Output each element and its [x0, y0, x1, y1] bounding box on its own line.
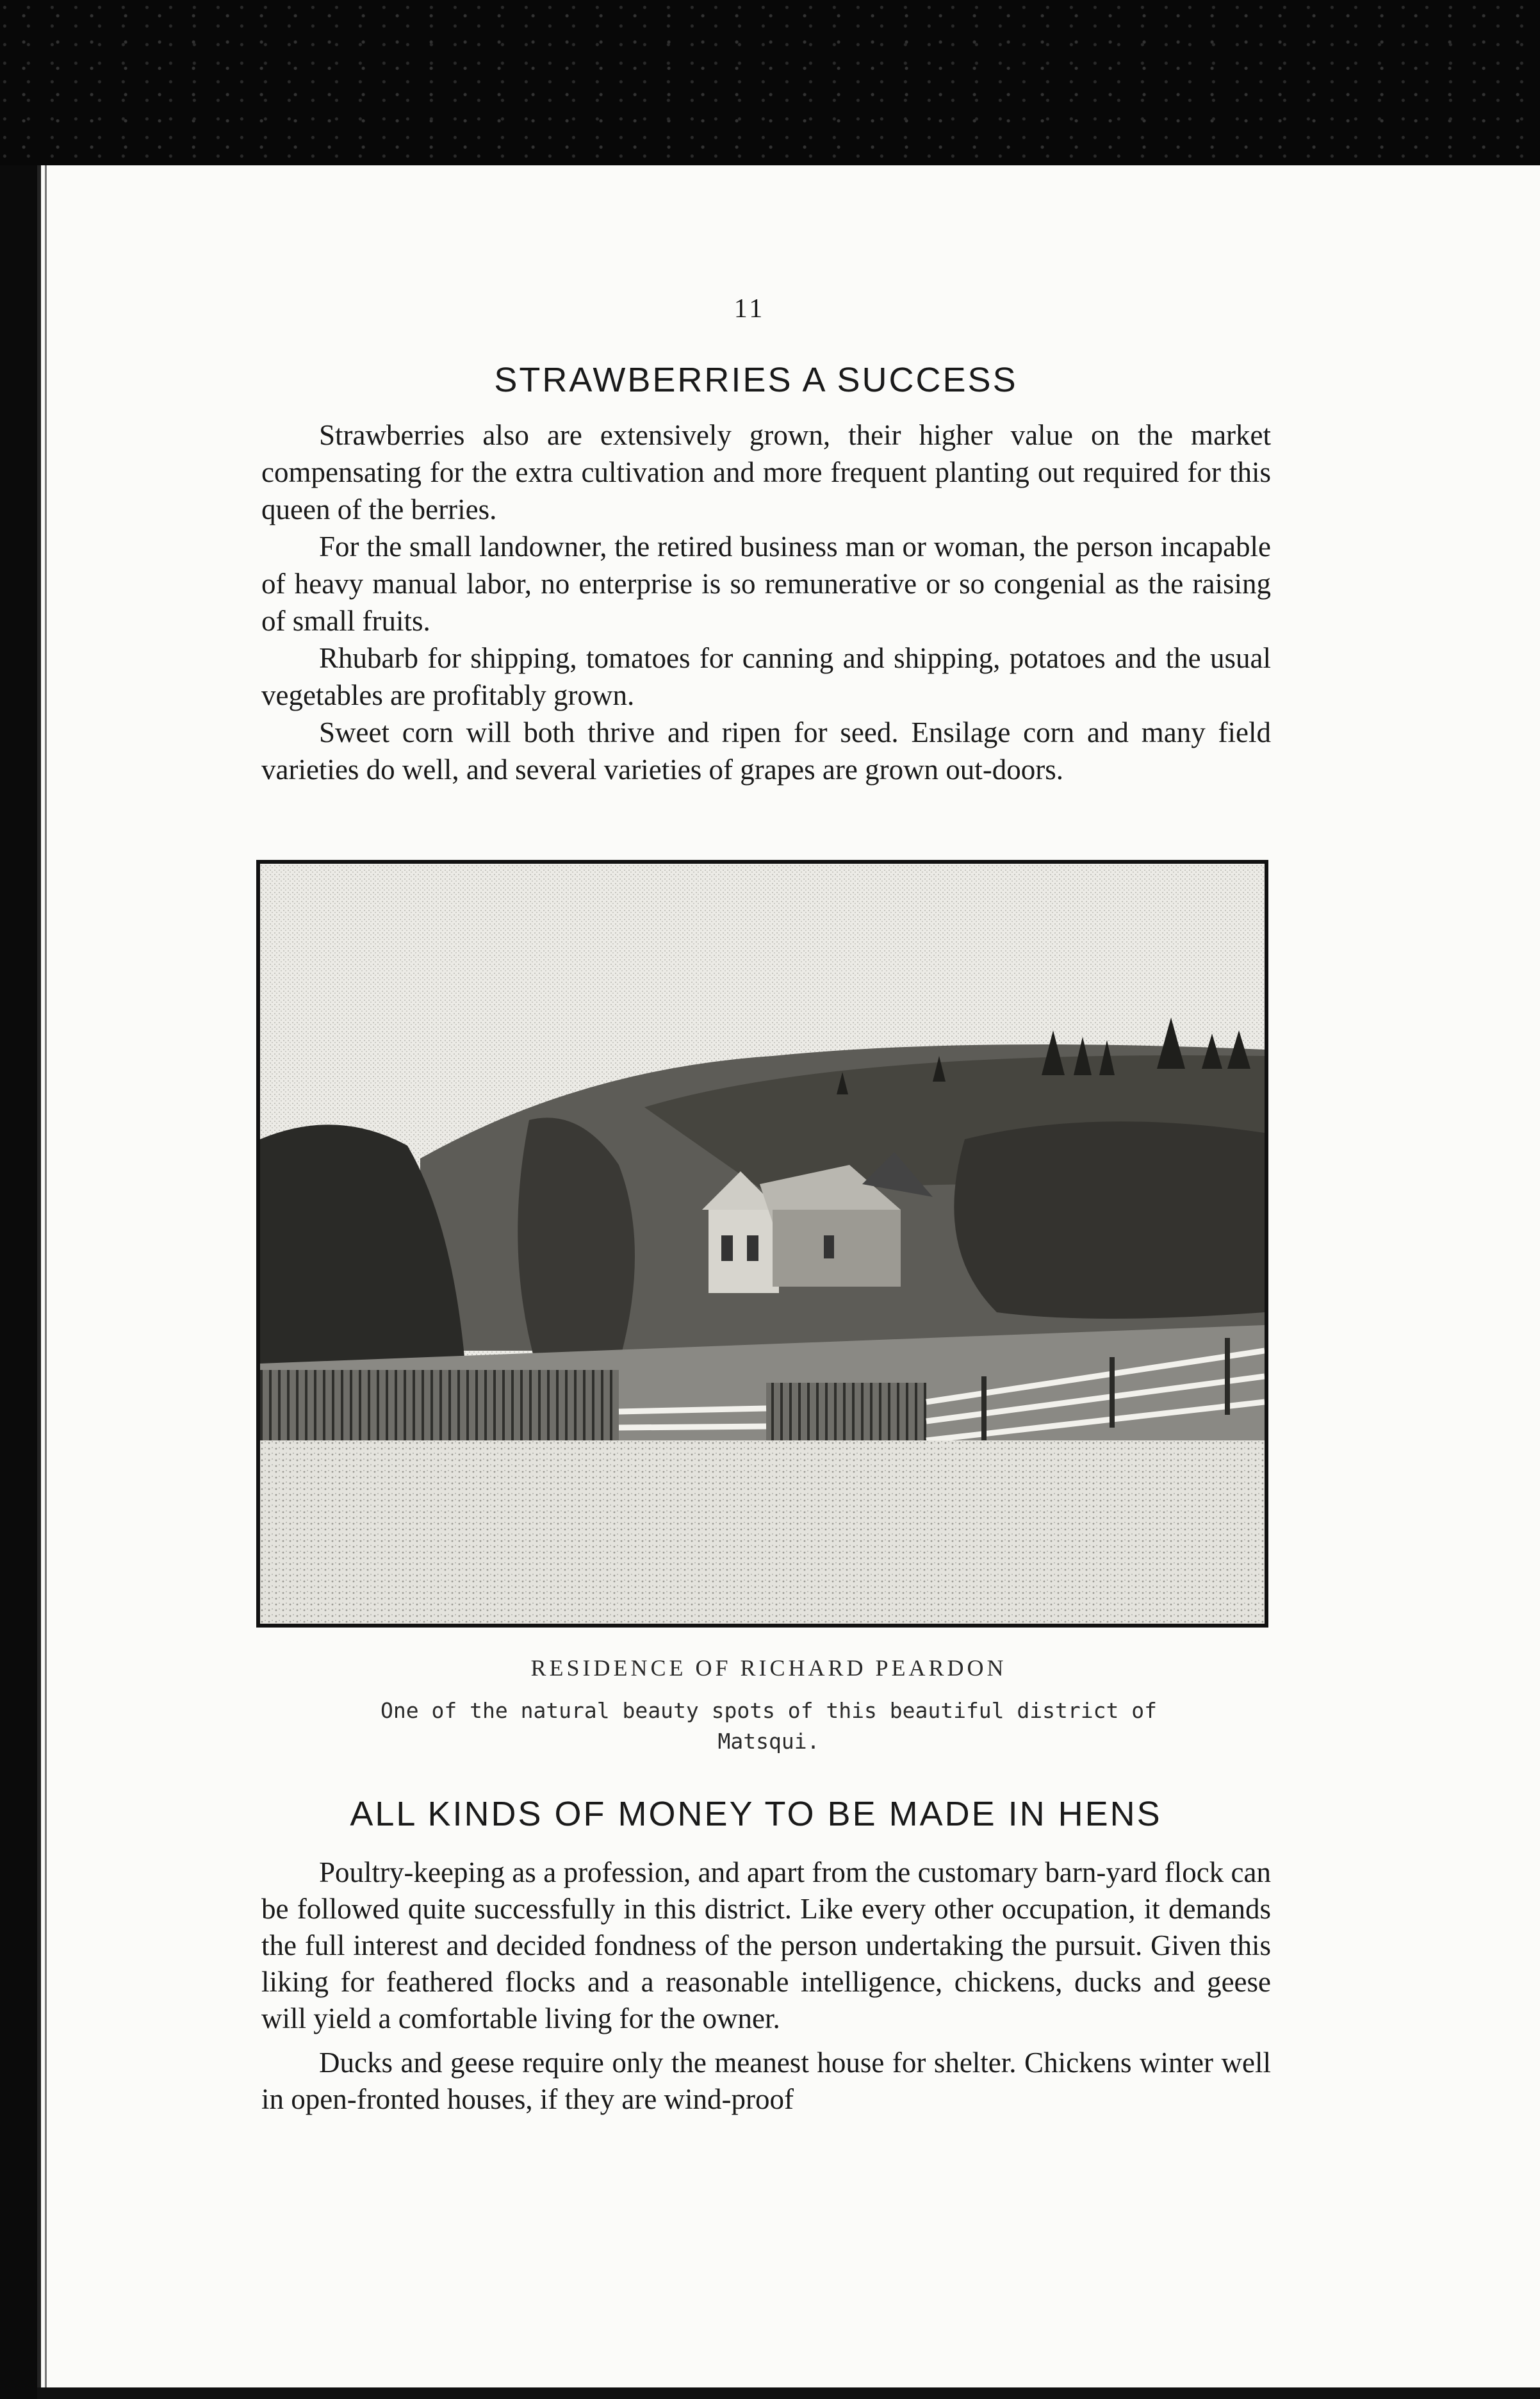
paragraph: Poultry-keeping as a profession, and apart from the customary barn-yard flock can be followed quite successfully in this district. Like every other occupation, it demands the full interest and decided fondness of the person undertaking the pursuit. Given this liking for feathered flocks and a reasonable intelligence, chickens, ducks and geese will yield a comfortable living for the owner. — [261, 1856, 1271, 2034]
paragraph: Ducks and geese require only the meanest house for shelter. Chickens winter well in open-fronted houses, if they are wind-proof — [261, 2047, 1271, 2115]
section-heading-strawberries: STRAWBERRIES A SUCCESS — [494, 361, 1018, 399]
strawberries-text — [261, 416, 1271, 788]
scan-top-border — [0, 0, 1540, 165]
residence-photo — [256, 860, 1268, 1628]
paragraph: Strawberries also are extensively grown, their higher value on the market compensating for the extra cultivation and more frequent planting out required for this queen of the berries. — [261, 419, 1271, 525]
scan-bottom-border — [37, 2387, 1540, 2399]
paragraph: For the small landowner, the retired business man or woman, the person incapable of heavy manual labor, no enterprise is so remunerative or so congenial as the raising of small fruits. — [261, 531, 1271, 637]
residence-photo-illustration — [260, 864, 1265, 1624]
photo-caption-title: RESIDENCE OF RICHARD PEARDON — [530, 1655, 1007, 1681]
page-number: 11 — [733, 294, 766, 324]
photo-caption-text: One of the natural beauty spots of this beautiful district of Matsqui. — [381, 1698, 1157, 1754]
section-heading-hens: ALL KINDS OF MONEY TO BE MADE IN HENS — [350, 1795, 1162, 1833]
page-spine-edge — [45, 165, 47, 2399]
hens-text — [261, 1854, 1271, 2118]
paragraph: Sweet corn will both thrive and ripen for seed. Ensilage corn and many field varieties do well, and several varieties of grapes are grown out-doors. — [261, 716, 1271, 786]
paragraph: Rhubarb for shipping, tomatoes for canning and shipping, potatoes and the usual vegetables are profitably grown. — [261, 642, 1271, 711]
